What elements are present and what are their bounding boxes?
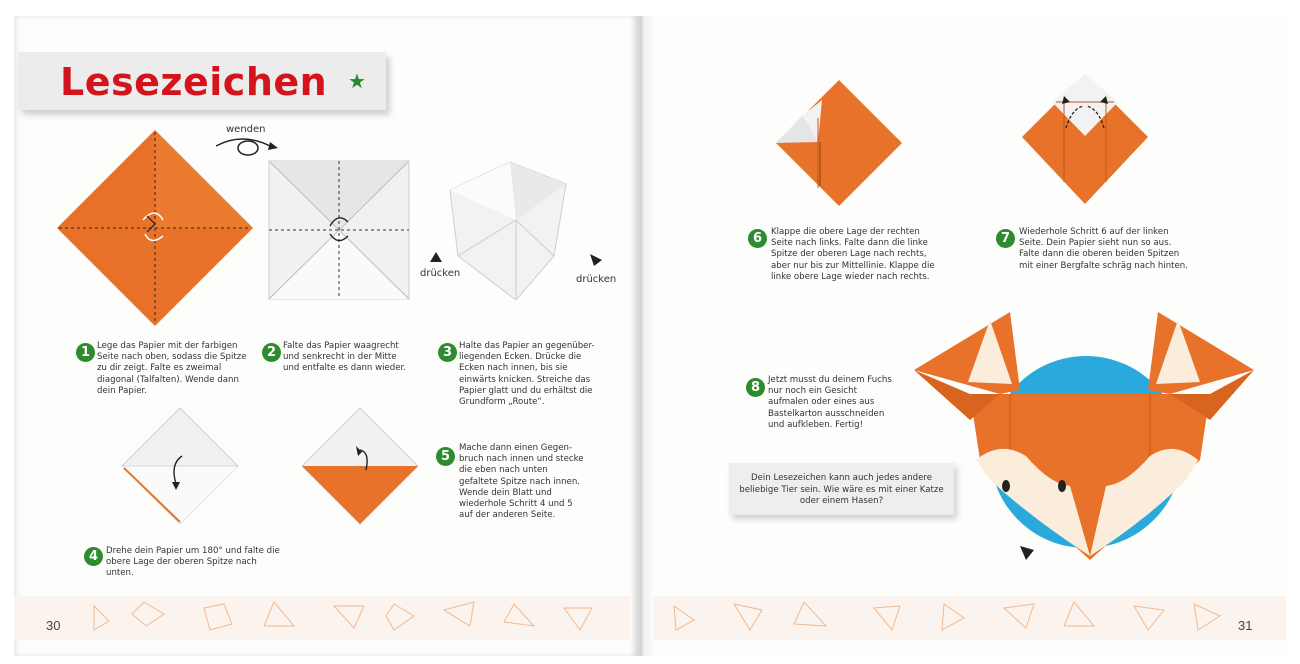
step5-text: Mache dann einen Gegen-bruch nach innen und stecke die eben nach unten gefaltete Spitze nach innen. Wende dein Blatt und wiederhole Schritt 4 und 5 auf der anderen Seite. [459, 443, 584, 521]
step8-badge: 8 [746, 378, 765, 397]
wenden-label: wenden [226, 124, 266, 135]
left-footer-pattern [14, 596, 630, 640]
step3-text: Halte das Papier an gegenüber-liegenden Ecken. Drücke die Ecken nach innen, bis sie einwärts knicken. Streiche das Papier glatt und du erhältst die Grundform „Route“. [459, 341, 595, 408]
step7-badge: 7 [996, 229, 1015, 248]
druecken-label-left: drücken [420, 268, 461, 279]
step3-diagram [448, 160, 584, 302]
step4-diagram [120, 406, 240, 526]
step4-text: Drehe dein Papier um 180° und falte die obere Lage der oberen Spitze nach unten. [106, 546, 280, 579]
step7-text: Wiederhole Schritt 6 auf der linken Seite. Dein Papier sieht nun so aus. Falte dann die oberen beiden Spitzen mit einer Bergfalte schräg nach hinten. [1019, 227, 1188, 271]
page-title: Lesezeichen [60, 60, 328, 104]
step5-diagram [300, 406, 420, 526]
press-arrow-left-icon [418, 250, 448, 270]
book-gutter [630, 16, 654, 656]
title-banner [18, 52, 386, 110]
step2-text: Falte das Papier waagrecht und senkrecht in der Mitte und entfalte es dann wieder. [283, 341, 407, 374]
step1-text: Lege das Papier mit der farbigen Seite nach oben, sodass die Spitze zu dir zeigt. Falte es zweimal diagonal (Talfalten). Wende dann dein Papier. [97, 341, 247, 396]
step7-diagram [1020, 72, 1150, 208]
step2-badge: 2 [262, 343, 281, 362]
star-icon: ★ [348, 71, 366, 93]
tip-note-text: Dein Lesezeichen kann auch jedes andere beliebige Tier sein. Wie wäre es mit einer Katze oder einem Hasen? [739, 473, 944, 506]
press-arrow-right-icon [588, 252, 608, 272]
fox-bookmark-illustration [910, 310, 1260, 560]
tip-note [729, 463, 954, 515]
step1-badge: 1 [76, 343, 95, 362]
right-footer-pattern [654, 596, 1286, 640]
step6-diagram [774, 78, 904, 208]
step8-text: Jetzt musst du deinem Fuchs nur noch ein Gesicht aufmalen oder eines aus Bastelkarton ausschneiden und aufkleben. Fertig! [768, 375, 892, 430]
step6-text: Klappe die obere Lage der rechten Seite nach links. Falte dann die linke Spitze der oberen Lage nach rechts, aber nur bis zur Mittellinie. Klappe die linke obere Lage wieder nach rechts. [771, 227, 935, 282]
step2-diagram [268, 160, 410, 300]
druecken-label-right: drücken [576, 274, 617, 285]
origami-animals-pattern [14, 596, 630, 640]
flip-arrow-icon [212, 134, 282, 160]
origami-animals-pattern [654, 596, 1286, 640]
page-number-right: 31 [1238, 618, 1253, 633]
step6-badge: 6 [748, 229, 767, 248]
step4-badge: 4 [84, 547, 103, 566]
page-number-left: 30 [46, 618, 61, 633]
step5-badge: 5 [436, 447, 455, 466]
step3-badge: 3 [438, 343, 457, 362]
